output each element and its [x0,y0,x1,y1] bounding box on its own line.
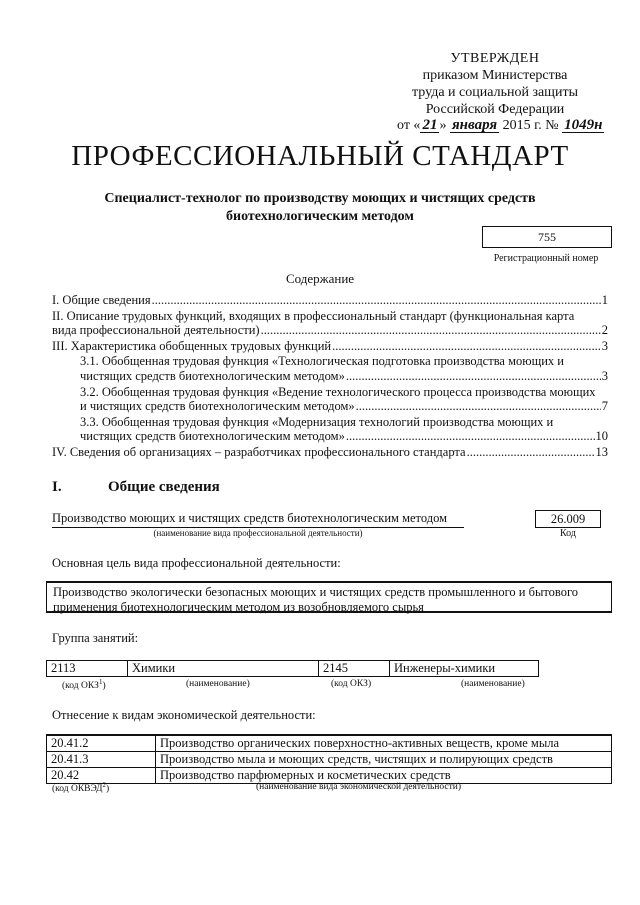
date-day-handwritten: 21 [422,117,438,133]
toc-item-text: II. Описание трудовых функций, входящих в профессиональный стандарт (функциональная карта [52,308,575,323]
section-title: Общие сведения [108,479,220,495]
econ-code-caption: (код ОКВЭД$^2$) [52,781,110,795]
toc-item-text: чистящих средств биотехнологическим методом» [80,368,345,383]
group-name-caption: (наименование) [461,679,525,689]
toc-item-text: вида профессиональной деятельности) [52,323,260,338]
date-month-handwritten: января [451,117,498,133]
toc-page: 1 [601,293,608,307]
group-code-caption: (код ОКЗ$^1$) [62,678,106,692]
economic-activity-table [46,734,612,784]
toc-item-text: I. Общие сведения [52,293,151,307]
section-heading [52,479,220,496]
toc-item-text: IV. Сведения об организациях – разработчиках профессионального стандарта [52,444,466,459]
goal-text: Производство экологически безопасных моющих и чистящих средств промышленного и бытового [53,585,579,599]
activity-name-caption: (наименование вида профессиональной деятельности) [153,528,363,538]
toc-leader [467,445,595,460]
registration-number-box: 755 [482,226,612,248]
toc-leader [332,339,601,354]
group-name-caption: (наименование) [186,679,250,689]
econ-name-cell: Производство парфюмерных и косметических средств [156,768,612,784]
registration-label: Регистрационный номер [493,253,599,264]
subtitle-line: биотехнологическим методом [226,209,414,224]
toc-item[interactable] [52,445,608,460]
approval-line: Российской Федерации [425,102,565,117]
toc-page: 13 [595,444,608,459]
toc-page: 2 [601,323,608,338]
approval-date-line [397,118,604,134]
document-title: ПРОФЕССИОНАЛЬНЫЙ СТАНДАРТ [71,140,569,172]
econ-name-cell: Производство органических поверхностно-активных веществ, кроме мыла [156,735,612,752]
toc-leader [261,323,601,338]
toc-leader [346,369,601,384]
toc-leader [356,399,601,414]
toc-title: Содержание [285,271,355,286]
toc-item-text: и чистящих средств биотехнологическим методом» [80,399,355,414]
toc-page: 10 [595,429,608,444]
group-name-cell: Инженеры-химики [390,661,539,677]
document-subtitle [60,190,580,226]
activity-name-field: Производство моющих и чистящих средств биотехнологическим методом [52,511,464,528]
group-code-cell: 2113 [47,661,128,677]
goal-text: применения биотехнологическим методом из возобновляемого сырья [53,600,424,614]
toc-item-text: 3.2. Обобщенная трудовая функция «Ведение технологического процесса производства моющих [80,384,596,399]
approval-title: УТВЕРЖДЕН [450,51,540,66]
toc-item[interactable] [52,385,608,414]
toc-item-text: 3.3. Обобщенная трудовая функция «Модернизация технологий производства моющих и [80,414,554,429]
toc-item[interactable] [52,354,608,383]
approval-line: труда и социальной защиты [412,85,578,100]
toc-item-text: III. Характеристика обобщенных трудовых функций [52,338,332,353]
order-number-handwritten: 1049н [564,117,603,133]
toc-item[interactable] [52,309,608,338]
toc-item-text: чистящих средств биотехнологическим методом» [80,429,345,444]
table-row [47,735,612,752]
toc-item[interactable] [52,339,608,354]
date-year: 2015 г. № [502,118,559,133]
toc-leader [346,429,595,444]
goal-box [46,581,612,613]
group-code-caption: (код ОКЗ) [331,679,372,689]
econ-code-cell: 20.42 [47,768,156,784]
econ-name-cell: Производство мыла и моющих средств, чистящих и полирующих средств [156,752,612,768]
toc-leader [152,293,601,308]
group-name-cell: Химики [128,661,319,677]
toc-page: 3 [601,338,608,353]
date-prefix: от « [397,118,421,133]
econ-code-cell: 20.41.2 [47,735,156,752]
econ-code-cell: 20.41.3 [47,752,156,768]
toc-item[interactable] [52,293,608,308]
toc-page: 3 [601,368,608,383]
approval-line: приказом Министерства [422,68,568,83]
approval-block [400,50,590,118]
toc-item-text: 3.1. Обобщенная трудовая функция «Технологическая подготовка производства моющих и [80,354,564,369]
econ-label: Отнесение к видам экономической деятельности: [52,708,316,722]
goal-label: Основная цель вида профессиональной деятельности: [52,556,341,570]
occupation-group-table [46,660,539,677]
toc-item[interactable] [52,415,608,444]
subtitle-line: Специалист-технолог по производству моющих и чистящих средств [104,191,536,206]
toc-page: 7 [601,399,608,414]
econ-name-caption: (наименование вида экономической деятельности) [256,782,461,792]
date-mid: » [439,118,447,133]
activity-code-box: 26.009 [535,510,601,528]
section-number: I. [52,479,62,495]
table-row [47,752,612,768]
table-of-contents [52,293,608,461]
table-row [47,661,539,677]
group-label: Группа занятий: [52,631,139,645]
group-code-cell: 2145 [319,661,390,677]
activity-code-caption: Код [560,528,576,539]
